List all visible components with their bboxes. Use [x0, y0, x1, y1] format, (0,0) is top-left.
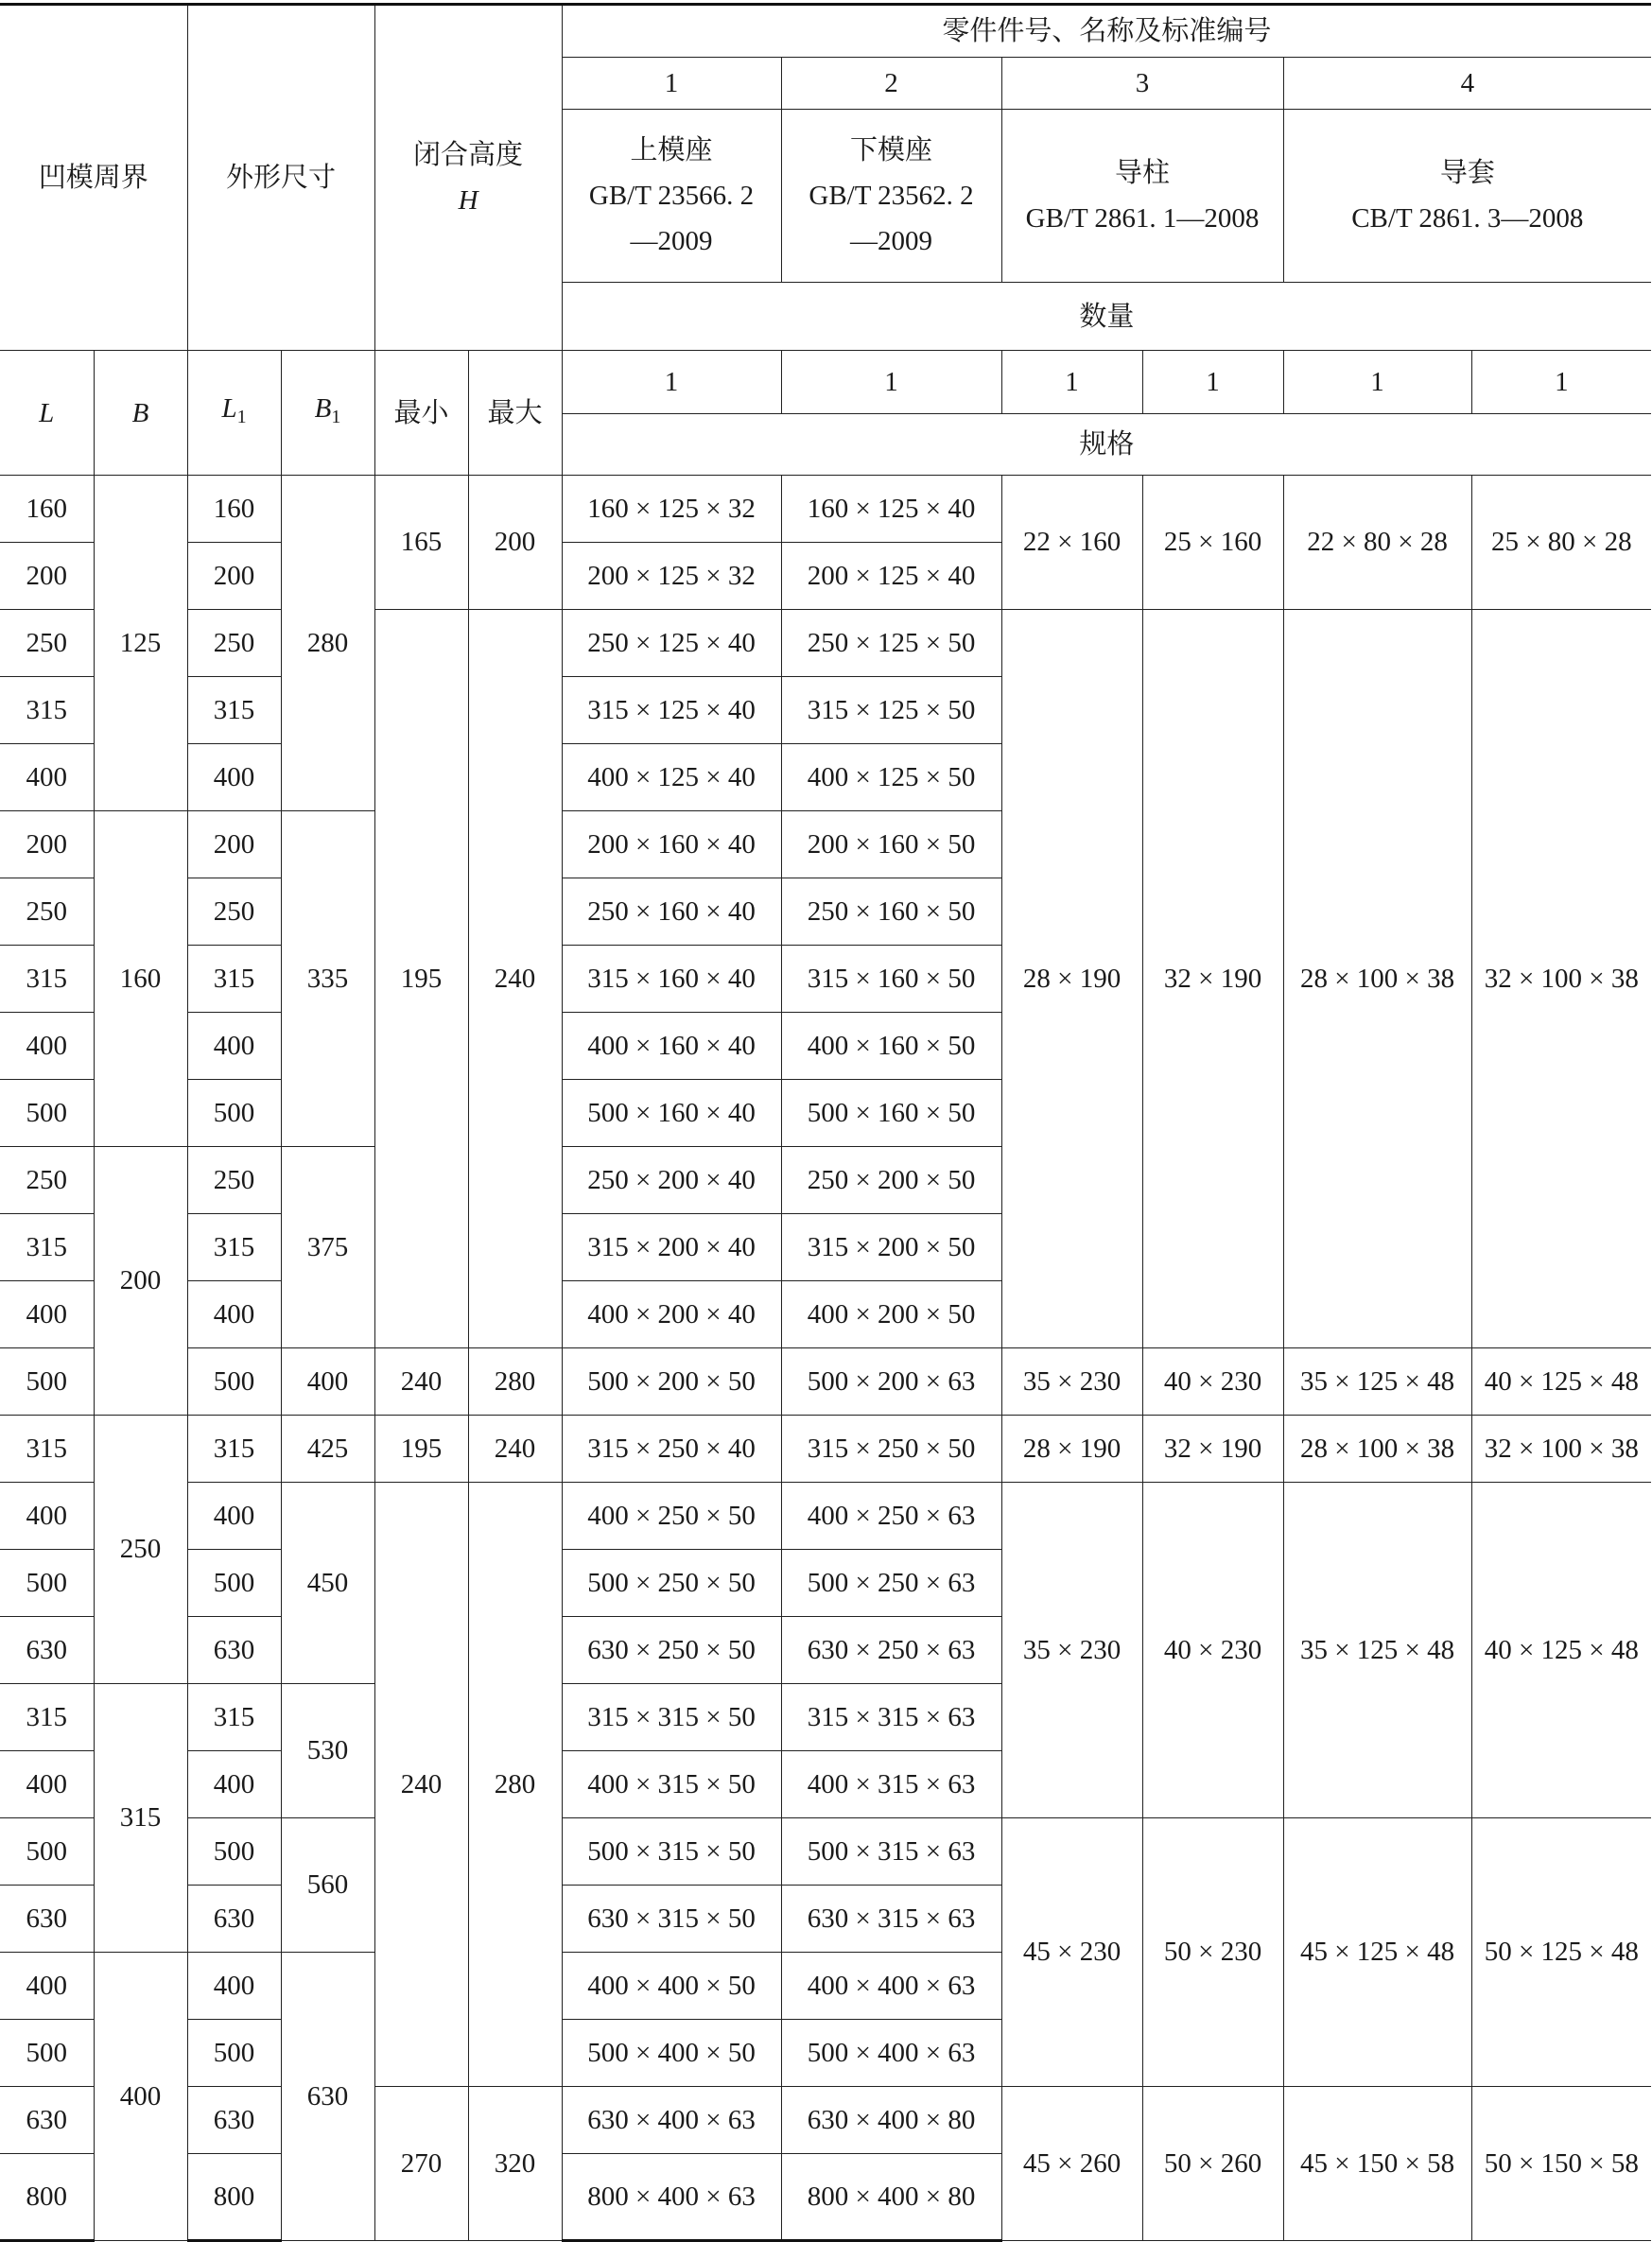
guide-bush-b-cell: 32 × 100 × 38 — [1471, 1416, 1651, 1483]
outer-width-cell: 280 — [281, 476, 374, 811]
guide-bush-b-cell: 40 × 125 × 48 — [1471, 1483, 1651, 1818]
guide-bush-b-cell: 25 × 80 × 28 — [1471, 476, 1651, 610]
die-length-cell: 315 — [0, 1684, 94, 1751]
die-length-cell: 400 — [0, 1751, 94, 1818]
quantity-cell: 1 — [562, 351, 781, 414]
part-guide-pillar — [1001, 110, 1283, 283]
height-max-cell: 200 — [468, 476, 562, 610]
die-length-cell: 400 — [0, 1953, 94, 2020]
height-min-cell: 240 — [374, 1348, 468, 1416]
die-width-cell: 315 — [94, 1684, 187, 1953]
upper-die-base-cell: 400 × 250 × 50 — [562, 1483, 781, 1550]
part-standard-year: —2009 — [630, 226, 713, 256]
table-row — [0, 1416, 1651, 1483]
guide-pillar-b-cell: 25 × 160 — [1142, 476, 1283, 610]
upper-die-base-cell: 500 × 315 × 50 — [562, 1818, 781, 1886]
part-upper-die-base — [562, 110, 781, 283]
guide-pillar-a-cell: 35 × 230 — [1001, 1483, 1142, 1818]
lower-die-base-cell: 800 × 400 × 80 — [781, 2154, 1001, 2241]
upper-die-base-cell: 630 × 250 × 50 — [562, 1617, 781, 1684]
upper-die-base-cell: 630 × 400 × 63 — [562, 2087, 781, 2154]
die-width-cell: 125 — [94, 476, 187, 811]
guide-bush-a-cell: 35 × 125 × 48 — [1283, 1348, 1471, 1416]
height-min-cell: 240 — [374, 1483, 468, 2087]
upper-die-base-cell: 315 × 160 × 40 — [562, 946, 781, 1013]
die-width-cell: 400 — [94, 1953, 187, 2241]
guide-bush-a-cell: 28 × 100 × 38 — [1283, 1416, 1471, 1483]
upper-die-base-cell: 500 × 160 × 40 — [562, 1080, 781, 1147]
lower-die-base-cell: 400 × 160 × 50 — [781, 1013, 1001, 1080]
header-outer-dimensions: 外形尺寸 — [187, 5, 374, 351]
header-spec: 规格 — [562, 414, 1651, 476]
upper-die-base-cell: 500 × 250 × 50 — [562, 1550, 781, 1617]
guide-bush-b-cell: 40 × 125 × 48 — [1471, 1348, 1651, 1416]
die-length-cell: 160 — [0, 476, 94, 543]
header-min: 最小 — [374, 351, 468, 476]
die-length-cell: 400 — [0, 744, 94, 811]
guide-pillar-a-cell: 28 × 190 — [1001, 610, 1142, 1348]
upper-die-base-cell: 315 × 200 × 40 — [562, 1214, 781, 1281]
part-standard: GB/T 23562. 2 — [809, 181, 974, 211]
part-number-2: 2 — [781, 58, 1001, 110]
guide-bush-a-cell: 22 × 80 × 28 — [1283, 476, 1471, 610]
lower-die-base-cell: 315 × 125 × 50 — [781, 677, 1001, 744]
guide-pillar-b-cell: 32 × 190 — [1142, 1416, 1283, 1483]
outer-length-cell: 400 — [187, 1751, 281, 1818]
guide-pillar-b-cell: 50 × 260 — [1142, 2087, 1283, 2241]
table-row — [0, 1348, 1651, 1416]
part-standard: GB/T 2861. 1—2008 — [1025, 203, 1260, 234]
upper-die-base-cell: 200 × 160 × 40 — [562, 811, 781, 878]
header-quantity: 数量 — [562, 283, 1651, 351]
lower-die-base-cell: 500 × 250 × 63 — [781, 1550, 1001, 1617]
outer-length-cell: 500 — [187, 1818, 281, 1886]
die-width-cell: 250 — [94, 1416, 187, 1684]
outer-width-cell: 630 — [281, 1953, 374, 2241]
outer-length-cell: 200 — [187, 543, 281, 610]
upper-die-base-cell: 400 × 200 × 40 — [562, 1281, 781, 1348]
outer-length-cell: 315 — [187, 1684, 281, 1751]
guide-bush-a-cell: 28 × 100 × 38 — [1283, 610, 1471, 1348]
lower-die-base-cell: 200 × 160 × 50 — [781, 811, 1001, 878]
die-length-cell: 630 — [0, 1617, 94, 1684]
guide-pillar-a-cell: 35 × 230 — [1001, 1348, 1142, 1416]
die-length-cell: 200 — [0, 811, 94, 878]
height-min-cell: 195 — [374, 1416, 468, 1483]
part-number-1: 1 — [562, 58, 781, 110]
lower-die-base-cell: 630 × 250 × 63 — [781, 1617, 1001, 1684]
die-length-cell: 500 — [0, 1550, 94, 1617]
upper-die-base-cell: 400 × 400 × 50 — [562, 1953, 781, 2020]
upper-die-base-cell: 315 × 315 × 50 — [562, 1684, 781, 1751]
guide-pillar-b-cell: 40 × 230 — [1142, 1348, 1283, 1416]
guide-pillar-b-cell: 32 × 190 — [1142, 610, 1283, 1348]
lower-die-base-cell: 315 × 200 × 50 — [781, 1214, 1001, 1281]
table-row — [0, 1483, 1651, 1550]
guide-pillar-a-cell: 28 × 190 — [1001, 1416, 1142, 1483]
table-row — [0, 2087, 1651, 2154]
part-standard-year: —2009 — [850, 226, 933, 256]
closed-height-label: 闭合高度 — [413, 140, 524, 170]
guide-pillar-a-cell: 45 × 260 — [1001, 2087, 1142, 2241]
quantity-cell: 1 — [781, 351, 1001, 414]
upper-die-base-cell: 400 × 160 × 40 — [562, 1013, 781, 1080]
outer-length-cell: 315 — [187, 1416, 281, 1483]
upper-die-base-cell: 315 × 250 × 40 — [562, 1416, 781, 1483]
die-length-cell: 400 — [0, 1483, 94, 1550]
lower-die-base-cell: 500 × 315 × 63 — [781, 1818, 1001, 1886]
lower-die-base-cell: 630 × 315 × 63 — [781, 1886, 1001, 1953]
outer-width-cell: 530 — [281, 1684, 374, 1818]
part-name: 导套 — [1439, 158, 1495, 188]
header-B1 — [281, 351, 374, 476]
lower-die-base-cell: 630 × 400 × 80 — [781, 2087, 1001, 2154]
quantity-cell: 1 — [1471, 351, 1651, 414]
B1-letter: B — [314, 393, 332, 424]
L1-subscript: 1 — [236, 407, 247, 427]
upper-die-base-cell: 160 × 125 × 32 — [562, 476, 781, 543]
outer-width-cell: 560 — [281, 1818, 374, 1953]
part-name: 上模座 — [630, 135, 713, 165]
upper-die-base-cell: 315 × 125 × 40 — [562, 677, 781, 744]
die-width-cell: 160 — [94, 811, 187, 1147]
outer-length-cell: 400 — [187, 744, 281, 811]
outer-length-cell: 400 — [187, 1281, 281, 1348]
lower-die-base-cell: 250 × 125 × 50 — [781, 610, 1001, 677]
part-number-4: 4 — [1283, 58, 1651, 110]
part-standard: GB/T 23566. 2 — [588, 181, 755, 211]
height-min-cell: 165 — [374, 476, 468, 610]
height-min-cell: 270 — [374, 2087, 468, 2241]
quantity-cell: 1 — [1142, 351, 1283, 414]
die-length-cell: 200 — [0, 543, 94, 610]
outer-length-cell: 315 — [187, 946, 281, 1013]
die-length-cell: 250 — [0, 610, 94, 677]
die-length-cell: 500 — [0, 1348, 94, 1416]
lower-die-base-cell: 315 × 160 × 50 — [781, 946, 1001, 1013]
lower-die-base-cell: 400 × 250 × 63 — [781, 1483, 1001, 1550]
lower-die-base-cell: 400 × 200 × 50 — [781, 1281, 1001, 1348]
die-length-cell: 800 — [0, 2154, 94, 2241]
header-die-perimeter: 凹模周界 — [0, 5, 187, 351]
outer-width-cell: 425 — [281, 1416, 374, 1483]
die-length-cell: 630 — [0, 1886, 94, 1953]
outer-length-cell: 315 — [187, 677, 281, 744]
die-length-cell: 250 — [0, 878, 94, 946]
part-name: 下模座 — [850, 135, 933, 165]
guide-bush-b-cell: 32 × 100 × 38 — [1471, 610, 1651, 1348]
height-min-cell: 195 — [374, 610, 468, 1348]
guide-bush-a-cell: 45 × 125 × 48 — [1283, 1818, 1471, 2087]
part-lower-die-base — [781, 110, 1001, 283]
upper-die-base-cell: 250 × 160 × 40 — [562, 878, 781, 946]
outer-length-cell: 200 — [187, 811, 281, 878]
guide-pillar-a-cell: 45 × 230 — [1001, 1818, 1142, 2087]
outer-length-cell: 630 — [187, 1886, 281, 1953]
upper-die-base-cell: 400 × 315 × 50 — [562, 1751, 781, 1818]
outer-length-cell: 500 — [187, 1348, 281, 1416]
die-length-cell: 630 — [0, 2087, 94, 2154]
outer-length-cell: 250 — [187, 1147, 281, 1214]
die-length-cell: 315 — [0, 677, 94, 744]
upper-die-base-cell: 250 × 200 × 40 — [562, 1147, 781, 1214]
die-length-cell: 500 — [0, 1080, 94, 1147]
upper-die-base-cell: 500 × 400 × 50 — [562, 2020, 781, 2087]
lower-die-base-cell: 500 × 400 × 63 — [781, 2020, 1001, 2087]
lower-die-base-cell: 500 × 200 × 63 — [781, 1348, 1001, 1416]
table-row — [0, 1818, 1651, 1886]
outer-length-cell: 800 — [187, 2154, 281, 2241]
upper-die-base-cell: 250 × 125 × 40 — [562, 610, 781, 677]
header-closed-height — [374, 5, 562, 351]
upper-die-base-cell: 400 × 125 × 40 — [562, 744, 781, 811]
height-max-cell: 280 — [468, 1348, 562, 1416]
die-length-cell: 315 — [0, 1214, 94, 1281]
part-name: 导柱 — [1115, 158, 1171, 188]
outer-length-cell: 500 — [187, 1550, 281, 1617]
lower-die-base-cell: 315 × 250 × 50 — [781, 1416, 1001, 1483]
outer-width-cell: 400 — [281, 1348, 374, 1416]
guide-pillar-a-cell: 22 × 160 — [1001, 476, 1142, 610]
height-max-cell: 280 — [468, 1483, 562, 2087]
quantity-cell: 1 — [1283, 351, 1471, 414]
upper-die-base-cell: 500 × 200 × 50 — [562, 1348, 781, 1416]
die-length-cell: 250 — [0, 1147, 94, 1214]
guide-pillar-b-cell: 50 × 230 — [1142, 1818, 1283, 2087]
die-length-cell: 400 — [0, 1013, 94, 1080]
outer-width-cell: 335 — [281, 811, 374, 1147]
quantity-cell: 1 — [1001, 351, 1142, 414]
guide-bush-a-cell: 35 × 125 × 48 — [1283, 1483, 1471, 1818]
outer-length-cell: 630 — [187, 1617, 281, 1684]
outer-width-cell: 450 — [281, 1483, 374, 1684]
part-guide-bush — [1283, 110, 1651, 283]
outer-width-cell: 375 — [281, 1147, 374, 1348]
die-length-cell: 315 — [0, 946, 94, 1013]
guide-bush-b-cell: 50 × 150 × 58 — [1471, 2087, 1651, 2241]
lower-die-base-cell: 200 × 125 × 40 — [781, 543, 1001, 610]
upper-die-base-cell: 800 × 400 × 63 — [562, 2154, 781, 2241]
die-length-cell: 315 — [0, 1416, 94, 1483]
header-parts-title: 零件件号、名称及标准编号 — [562, 5, 1651, 58]
upper-die-base-cell: 630 × 315 × 50 — [562, 1886, 781, 1953]
header-L: L — [0, 351, 94, 476]
die-width-cell: 200 — [94, 1147, 187, 1416]
guide-bush-b-cell: 50 × 125 × 48 — [1471, 1818, 1651, 2087]
part-standard: CB/T 2861. 3—2008 — [1351, 203, 1584, 234]
outer-length-cell: 500 — [187, 2020, 281, 2087]
outer-length-cell: 400 — [187, 1483, 281, 1550]
closed-height-symbol: H — [458, 185, 478, 216]
lower-die-base-cell: 400 × 315 × 63 — [781, 1751, 1001, 1818]
outer-length-cell: 400 — [187, 1953, 281, 2020]
outer-length-cell: 315 — [187, 1214, 281, 1281]
die-length-cell: 500 — [0, 2020, 94, 2087]
outer-length-cell: 160 — [187, 476, 281, 543]
header-max: 最大 — [468, 351, 562, 476]
lower-die-base-cell: 500 × 160 × 50 — [781, 1080, 1001, 1147]
height-max-cell: 240 — [468, 1416, 562, 1483]
outer-length-cell: 630 — [187, 2087, 281, 2154]
guide-bush-a-cell: 45 × 150 × 58 — [1283, 2087, 1471, 2241]
lower-die-base-cell: 250 × 160 × 50 — [781, 878, 1001, 946]
table-row — [0, 610, 1651, 677]
upper-die-base-cell: 200 × 125 × 32 — [562, 543, 781, 610]
table-row — [0, 476, 1651, 543]
lower-die-base-cell: 250 × 200 × 50 — [781, 1147, 1001, 1214]
outer-length-cell: 250 — [187, 610, 281, 677]
die-length-cell: 400 — [0, 1281, 94, 1348]
header-L1 — [187, 351, 281, 476]
lower-die-base-cell: 400 × 125 × 50 — [781, 744, 1001, 811]
L1-letter: L — [221, 393, 237, 424]
B1-subscript: 1 — [331, 407, 341, 427]
guide-pillar-b-cell: 40 × 230 — [1142, 1483, 1283, 1818]
outer-length-cell: 250 — [187, 878, 281, 946]
die-set-spec-table — [0, 3, 1651, 2242]
height-max-cell: 320 — [468, 2087, 562, 2241]
outer-length-cell: 400 — [187, 1013, 281, 1080]
header-B: B — [94, 351, 187, 476]
height-max-cell: 240 — [468, 610, 562, 1348]
die-length-cell: 500 — [0, 1818, 94, 1886]
part-number-3: 3 — [1001, 58, 1283, 110]
lower-die-base-cell: 160 × 125 × 40 — [781, 476, 1001, 543]
lower-die-base-cell: 400 × 400 × 63 — [781, 1953, 1001, 2020]
outer-length-cell: 500 — [187, 1080, 281, 1147]
lower-die-base-cell: 315 × 315 × 63 — [781, 1684, 1001, 1751]
